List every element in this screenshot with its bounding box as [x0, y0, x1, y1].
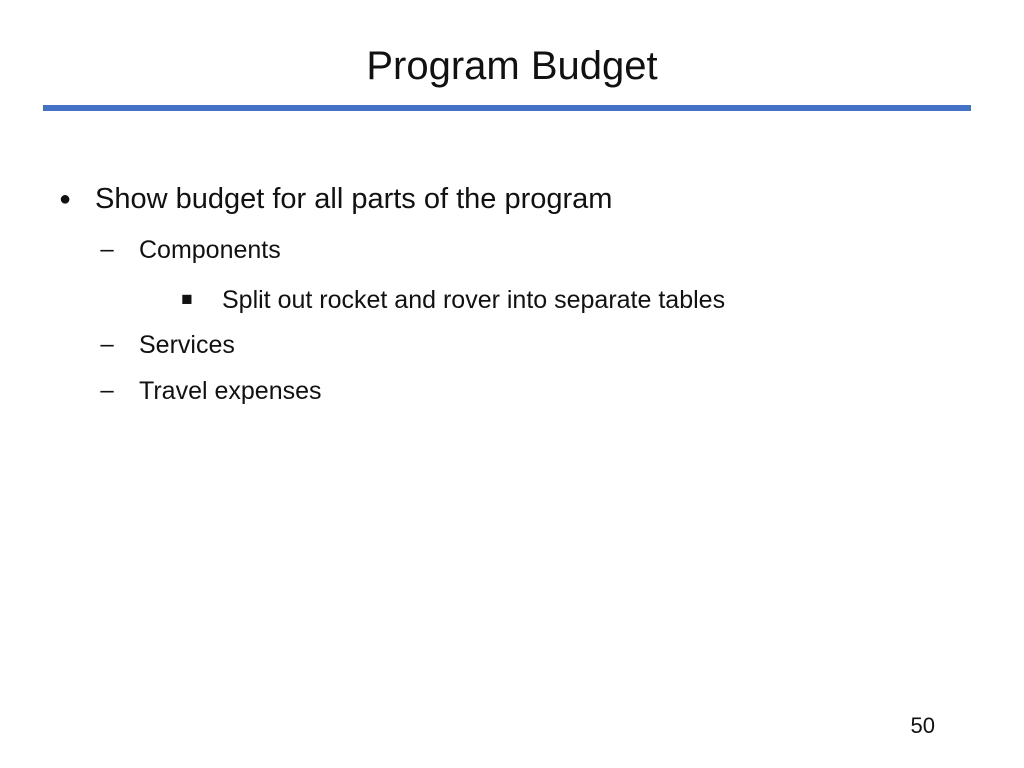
bullet-text: Services: [139, 331, 235, 359]
bullet-text: Split out rocket and rover into separate tables: [222, 286, 726, 314]
bullet-text: Show budget for all parts of the program: [95, 183, 613, 215]
square-bullet-icon: ■: [181, 289, 193, 310]
dash-icon: –: [100, 236, 114, 263]
dash-icon: –: [100, 377, 114, 404]
bullet-dot-icon: ●: [58, 188, 72, 210]
bullet-text: Travel expenses: [139, 377, 322, 405]
page-number: 50: [910, 713, 935, 738]
bullet-text: Components: [139, 236, 281, 264]
slide-title: Program Budget: [366, 44, 658, 88]
dash-icon: –: [100, 331, 114, 358]
